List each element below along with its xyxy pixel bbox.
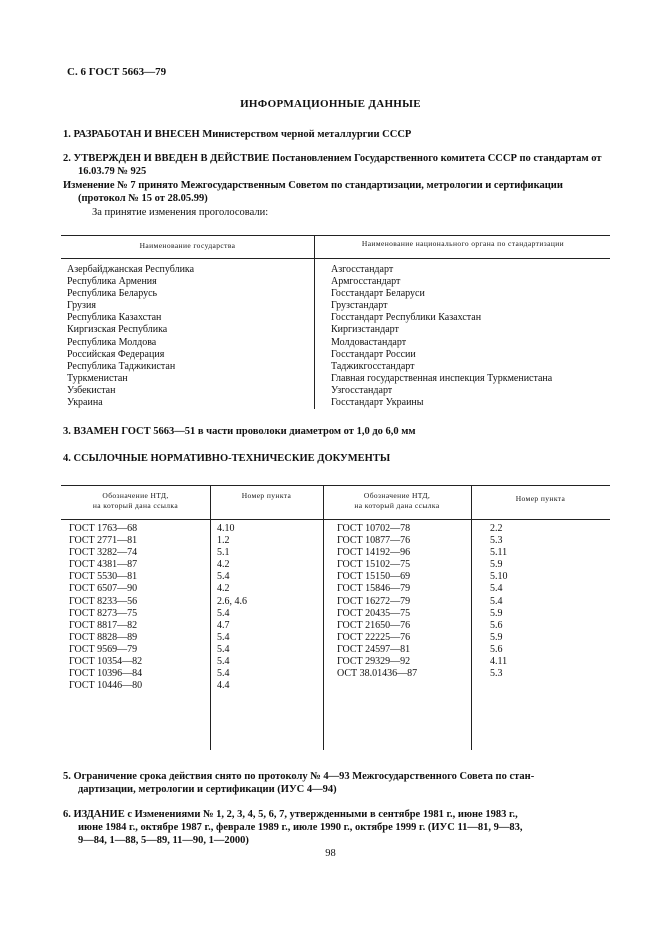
ntd-cell: ГОСТ 15150—69 [337, 571, 411, 583]
right-points-column [490, 523, 508, 680]
standards-body-cell: Армгосстандарт [331, 276, 401, 288]
ntd-cell: ГОСТ 5530—81 [69, 571, 138, 583]
state-cell: Республика Казахстан [67, 312, 162, 324]
standards-body-cell: Молдовастандарт [331, 336, 407, 348]
table-rule [61, 519, 610, 520]
item-3: 3. ВЗАМЕН ГОСТ 5663—51 в части проволоки диаметром от 1,0 до 6,0 мм [63, 426, 416, 437]
point-cell: 2.6, 4.6 [217, 595, 247, 607]
point-cell: 4.2 [217, 583, 230, 595]
item-1-heading: 1. РАЗРАБОТАН И ВНЕСЕН [63, 129, 200, 140]
item-6-line: июне 1984 г., октябре 1987 г., феврале 1989 г., июле 1990 г., октябре 1999 г. (ИУС 11—81, 9—83, [78, 822, 523, 833]
column-header-ntd-right [323, 491, 471, 511]
ntd-cell: ГОСТ 8273—75 [69, 607, 138, 619]
point-cell: 5.9 [490, 607, 503, 619]
point-cell: 4.4 [217, 680, 230, 692]
table-rule [61, 258, 610, 259]
voted-label: За принятие изменения проголосовали: [92, 207, 269, 218]
point-cell: 5.4 [217, 656, 230, 668]
item-5-line: 5. Ограничение срока действия снято по протоколу № 4—93 Межгосударственного Совета по стан- [63, 771, 535, 782]
state-cell: Республика Беларусь [67, 288, 158, 300]
page-header: С. 6 ГОСТ 5663—79 [67, 66, 167, 78]
ntd-cell: ГОСТ 6507—90 [69, 583, 138, 595]
bodies-column [331, 264, 552, 409]
left-docs-column [69, 523, 142, 692]
point-cell: 5.4 [217, 571, 230, 583]
header-line: на который дана ссылка [92, 501, 179, 510]
point-cell: 4.2 [217, 559, 230, 571]
column-header-body: Наименование национального органа по стандартизации [361, 239, 565, 248]
states-column [67, 264, 194, 409]
item-2-text: Постановлением Государственного комитета СССР по стандартам от 16.03.79 № 925 [78, 153, 602, 177]
ntd-cell: ГОСТ 22225—76 [337, 631, 411, 643]
standards-body-cell: Госстандарт Беларуси [331, 288, 425, 300]
header-line: на который дана ссылка [354, 501, 440, 510]
standards-body-cell: Госстандарт Украины [331, 397, 424, 409]
point-cell: 5.3 [490, 668, 503, 680]
item-2-change [63, 179, 613, 205]
ntd-cell: ГОСТ 4381—87 [69, 559, 138, 571]
point-cell: 5.4 [217, 668, 230, 680]
point-cell: 5.9 [490, 559, 503, 571]
state-cell: Российская Федерация [67, 348, 165, 360]
point-cell: 5.4 [217, 643, 230, 655]
column-header-point-left: Номер пункта [241, 491, 292, 500]
table-rule [61, 235, 610, 236]
right-docs-column [337, 523, 417, 680]
column-header-point-right: Номер пункта [515, 494, 566, 503]
table-rule [61, 485, 610, 486]
item-2-heading: 2. УТВЕРЖДЕН И ВВЕДЕН В ДЕЙСТВИЕ [63, 153, 270, 164]
ntd-cell: ГОСТ 2771—81 [69, 535, 138, 547]
ntd-cell: ГОСТ 20435—75 [337, 607, 411, 619]
ntd-cell: ГОСТ 15102—75 [337, 559, 411, 571]
ntd-cell: ГОСТ 15846—79 [337, 583, 411, 595]
header-line: Обозначение НТД, [102, 491, 169, 500]
item-1 [63, 128, 603, 141]
state-cell: Грузия [67, 300, 96, 312]
table-divider [323, 485, 324, 750]
point-cell: 5.1 [217, 547, 230, 559]
point-cell: 4.7 [217, 619, 230, 631]
point-cell: 5.4 [217, 607, 230, 619]
point-cell: 5.6 [490, 643, 503, 655]
ntd-cell: ГОСТ 21650—76 [337, 619, 411, 631]
point-cell: 5.4 [490, 583, 503, 595]
column-header-ntd-left [61, 491, 210, 511]
state-cell: Республика Таджикистан [67, 360, 176, 372]
ntd-cell: ГОСТ 9569—79 [69, 643, 138, 655]
standards-body-cell: Таджикгосстандарт [331, 360, 415, 372]
ntd-cell: ГОСТ 1763—68 [69, 523, 138, 534]
point-cell: 5.11 [490, 547, 508, 559]
item-1-text: Министерством черной металлургии СССР [199, 129, 412, 140]
page-title: ИНФОРМАЦИОННЫЕ ДАННЫЕ [240, 98, 421, 110]
ntd-cell: ГОСТ 3282—74 [69, 547, 138, 559]
point-cell: 4.10 [217, 523, 235, 534]
standards-body-cell: Узгосстандарт [331, 384, 393, 396]
state-cell: Республика Армения [67, 276, 157, 288]
ntd-cell: ГОСТ 8817—82 [69, 619, 138, 631]
ntd-cell: ГОСТ 24597—81 [337, 643, 411, 655]
ntd-cell: ОСТ 38.01436—87 [337, 668, 418, 680]
point-cell: 4.11 [490, 656, 508, 668]
standards-body-cell: Госстандарт России [331, 348, 416, 360]
standards-body-cell: Азгосстандарт [331, 264, 394, 275]
item-6-line: 6. ИЗДАНИЕ с Изменениями № 1, 2, 3, 4, 5, 6, 7, утвержденными в сентябре 1981 г., июне 1983 г., [63, 809, 518, 820]
item-6-line: 9—84, 1—88, 5—89, 11—90, 1—2000) [78, 835, 249, 846]
ntd-cell: ГОСТ 16272—79 [337, 595, 411, 607]
item-6 [63, 808, 623, 847]
item-2 [63, 152, 603, 178]
point-cell: 5.9 [490, 631, 503, 643]
ntd-cell: ГОСТ 10877—76 [337, 535, 411, 547]
page-number: 98 [325, 848, 336, 859]
item-2-approval [63, 152, 603, 178]
ntd-cell: ГОСТ 10446—80 [69, 680, 143, 692]
state-cell: Республика Молдова [67, 336, 157, 348]
left-points-column [217, 523, 247, 692]
change-note: Изменение № 7 принято Межгосударственным Советом по стандартизации, метрологии и сертификации (протокол № 15 от 28.05.99) [63, 180, 563, 204]
ntd-cell: ГОСТ 29329—92 [337, 656, 411, 668]
item-4: 4. ССЫЛОЧНЫЕ НОРМАТИВНО-ТЕХНИЧЕСКИЕ ДОКУМЕНТЫ [63, 453, 391, 464]
ntd-cell: ГОСТ 14192—96 [337, 547, 411, 559]
header-line: Обозначение НТД, [363, 491, 431, 500]
ntd-cell: ГОСТ 10702—78 [337, 523, 411, 534]
state-cell: Азербайджанская Республика [67, 264, 195, 275]
point-cell: 2.2 [490, 523, 503, 534]
standards-body-cell: Киргизстандарт [331, 324, 399, 336]
table-divider [471, 485, 472, 750]
item-5 [63, 770, 623, 796]
point-cell: 1.2 [217, 535, 230, 547]
state-cell: Узбекистан [67, 384, 116, 396]
ntd-cell: ГОСТ 10354—82 [69, 656, 143, 668]
column-header-state: Наименование государства [139, 241, 236, 250]
state-cell: Киргизская Республика [67, 324, 168, 336]
standards-body-cell: Главная государственная инспекция Туркменистана [331, 372, 553, 384]
item-5-line: дартизации, метрологии и сертификации (ИУС 4—94) [78, 784, 337, 795]
standards-body-cell: Грузстандарт [331, 300, 388, 312]
point-cell: 5.4 [217, 631, 230, 643]
point-cell: 5.4 [490, 595, 503, 607]
point-cell: 5.3 [490, 535, 503, 547]
point-cell: 5.6 [490, 619, 503, 631]
state-cell: Туркменистан [67, 372, 128, 384]
standards-body-cell: Госстандарт Республики Казахстан [331, 312, 482, 324]
table-divider [210, 485, 211, 750]
table-divider [314, 235, 315, 409]
ntd-cell: ГОСТ 8828—89 [69, 631, 138, 643]
ntd-cell: ГОСТ 8233—56 [69, 595, 138, 607]
ntd-cell: ГОСТ 10396—84 [69, 668, 143, 680]
point-cell: 5.10 [490, 571, 508, 583]
state-cell: Украина [67, 397, 103, 409]
